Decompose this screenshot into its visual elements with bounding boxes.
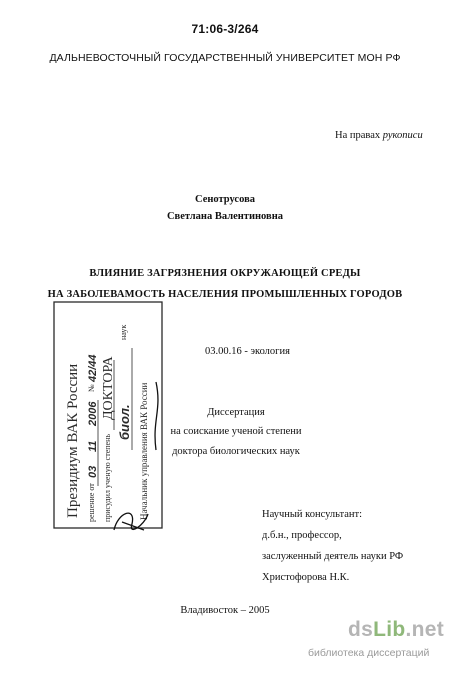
dissertation-degree: доктора биологических наук — [172, 446, 300, 457]
vak-stamp — [52, 300, 164, 532]
consultant-block — [262, 504, 403, 588]
stamp-decision-label: решение от — [87, 483, 96, 522]
consultant-name: Христофорова Н.К. — [262, 572, 350, 583]
author-name: Светлана Валентиновна — [166, 211, 284, 222]
stamp-signature — [114, 382, 158, 530]
logo-lib: Lib — [373, 618, 406, 641]
stamp-sciences: наук — [119, 324, 128, 340]
archive-number: 71:06-3/264 — [191, 22, 259, 36]
specialty-code: 03.00.16 - экология — [205, 346, 290, 357]
consultant-degree: д.б.н., профессор, — [262, 530, 342, 541]
watermark-tagline: библиотека диссертаций — [308, 647, 430, 659]
dissertation-type: Диссертация — [207, 407, 265, 418]
stamp-field: биол. — [117, 404, 132, 440]
stamp-degree: ДОКТОРА — [101, 356, 116, 420]
watermark-logo — [348, 618, 444, 642]
dslib-watermark — [300, 618, 445, 668]
consultant-label: Научный консультант: — [262, 509, 363, 520]
stamp-date-month: 11 — [87, 440, 99, 452]
consultant-honor: заслуженный деятель науки РФ — [262, 551, 404, 562]
stamp-line-presidium: Президиум ВАК России — [65, 363, 81, 518]
title-line-1: ВЛИЯНИЕ ЗАГРЯЗНЕНИЯ ОКРУЖАЮЩЕЙ СРЕДЫ — [89, 268, 361, 279]
logo-tld: .net — [405, 618, 445, 641]
manuscript-rights — [335, 130, 423, 141]
author-surname: Сенотрусова — [194, 194, 256, 205]
stamp-awarded-label: присудил ученую степень — [103, 433, 112, 522]
logo-ds: ds — [348, 618, 374, 641]
rights-italic: рукописи — [382, 130, 423, 141]
stamp-number: 42/44 — [87, 354, 99, 382]
stamp-number-label: № — [87, 384, 96, 392]
stamp-date-year: 2006 — [87, 401, 99, 426]
dissertation-purpose: на соискание ученой степени — [170, 426, 302, 437]
stamp-head-of-department: Начальник управления ВАК России — [139, 382, 149, 520]
university-name: ДАЛЬНЕВОСТОЧНЫЙ ГОСУДАРСТВЕННЫЙ УНИВЕРСИТЕТ МОН РФ — [49, 52, 401, 64]
city-year: Владивосток – 2005 — [180, 605, 270, 616]
stamp-date-day: 03 — [87, 465, 99, 478]
rights-prefix: На правах — [335, 130, 383, 141]
title-line-2: НА ЗАБОЛЕВАМОСТЬ НАСЕЛЕНИЯ ПРОМЫШЛЕННЫХ ГОРОДОВ — [47, 289, 403, 300]
